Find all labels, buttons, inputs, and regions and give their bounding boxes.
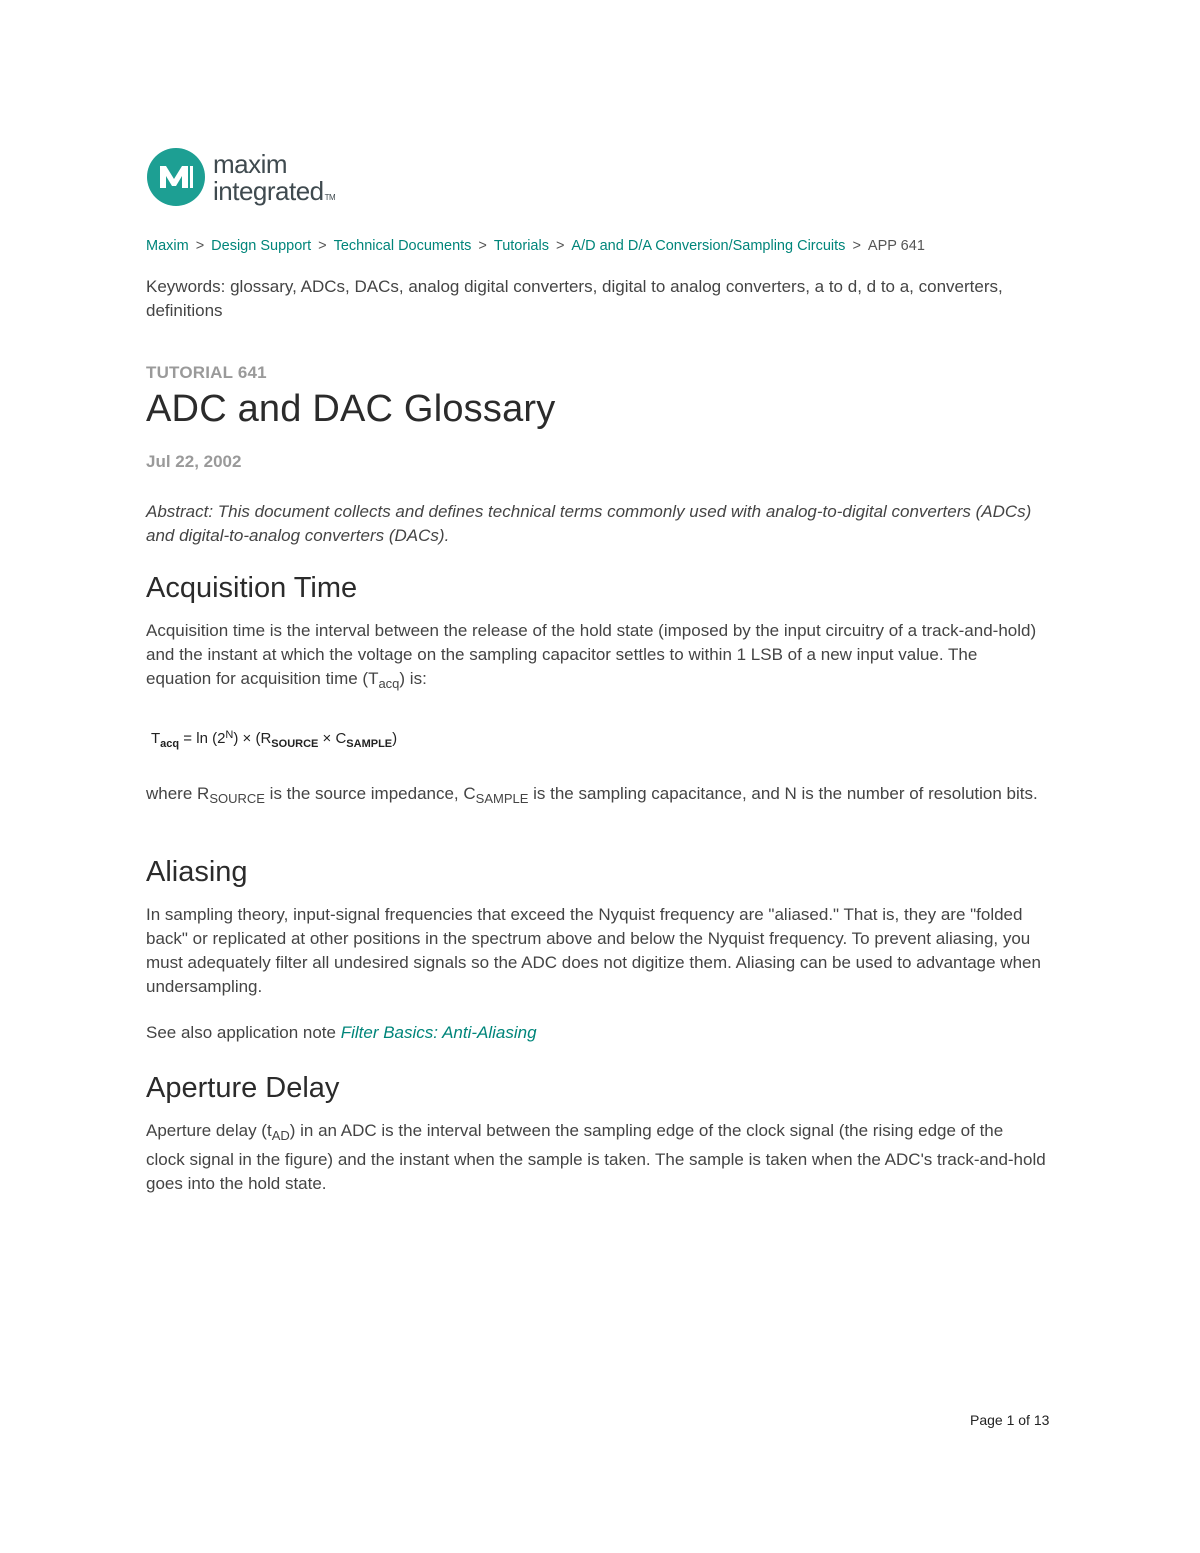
tutorial-label: TUTORIAL 641 [146, 363, 267, 382]
aliasing-paragraph: In sampling theory, input-signal frequencies that exceed the Nyquist frequency are "aliased." That is, they are "folded back" or replicated at other positions in the spectrum above and below the Nyquist frequency. To prevent aliasing, you must adequately filter all undesired signals so the ADC does not digitize them. Aliasing can be used to advantage when undersampling. [146, 905, 1041, 996]
see-also-line [146, 1023, 537, 1043]
acquisition-where-paragraph [146, 782, 1046, 811]
page-number: Page 1 of 13 [970, 1412, 1050, 1428]
aperture-text-b: ) in an ADC is the interval between the sampling edge of the clock signal (the rising edge of the clock signal in the figure) and the instant when the sample is taken. The sample is taken when the ADC's track-and-hold goes into the hold state. [146, 1121, 1046, 1193]
eq-t: T [151, 730, 161, 747]
eq-t-sub: acq [160, 738, 180, 750]
breadcrumb-current: APP 641 [867, 238, 925, 254]
acquisition-where-block [146, 782, 1046, 811]
where-a: where R [146, 784, 210, 803]
logo-wordmark-line2 [213, 175, 336, 206]
breadcrumb [146, 238, 925, 254]
maxim-logo[interactable] [147, 148, 335, 206]
section-aperture-delay [146, 1070, 1046, 1196]
acquisition-time-equation [151, 729, 397, 750]
breadcrumb-link-design-support[interactable]: Design Support [211, 238, 312, 254]
eq-end: ) [392, 730, 398, 747]
section-heading-acquisition-time: Acquisition Time [146, 572, 358, 604]
section-acquisition-time [146, 570, 1046, 696]
breadcrumb-link-tutorials[interactable]: Tutorials [493, 238, 549, 254]
eq-mid2: ) × (R [233, 730, 272, 747]
where-c: is the sampling capacitance, and N is the number of resolution bits. [528, 784, 1038, 803]
see-also-prefix: See also application note [146, 1023, 341, 1042]
aperture-delay-paragraph [146, 1119, 1046, 1196]
acquisition-text-end: ) is: [399, 669, 427, 688]
acquisition-text: Acquisition time is the interval between the release of the hold state (imposed by the input circuitry of a track-and-hold) and the instant at which the voltage on the sampling capacitor settles to within 1 LSB of a new input value. The equation for acquisition time (T [146, 621, 1037, 688]
aperture-text-a: Aperture delay (t [146, 1121, 272, 1140]
eq-sup: N [225, 729, 234, 741]
section-heading-aliasing: Aliasing [146, 856, 248, 888]
breadcrumb-separator: > [478, 238, 487, 254]
abstract-text: Abstract: This document collects and defines technical terms commonly used with analog-to-digital converters (ADCs) and digital-to-analog converters (DACs). [146, 502, 1032, 545]
logo-wordmark-line2-text: integrated [213, 175, 324, 206]
eq-mid1: = ln (2 [179, 730, 226, 747]
breadcrumb-link-technical-documents[interactable]: Technical Documents [333, 238, 472, 254]
filter-basics-link[interactable]: Filter Basics: Anti-Aliasing [340, 1023, 537, 1042]
acquisition-time-paragraph [146, 619, 1046, 696]
breadcrumb-link-maxim[interactable]: Maxim [146, 238, 189, 254]
page-title: ADC and DAC Glossary [146, 388, 556, 430]
logo-wordmark [213, 148, 336, 206]
keywords-text: Keywords: glossary, ADCs, DACs, analog digital converters, digital to analog converters, a to d, d to a, converters, definitions [146, 277, 1003, 320]
breadcrumb-separator: > [318, 238, 327, 254]
eq-c-sub: SAMPLE [346, 738, 393, 750]
eq-mid3: × C [318, 730, 347, 747]
section-heading-aperture-delay: Aperture Delay [146, 1072, 340, 1104]
where-b: is the source impedance, C [264, 784, 476, 803]
aperture-subscript: AD [271, 1128, 290, 1143]
breadcrumb-separator: > [555, 238, 565, 254]
publish-date: Jul 22, 2002 [146, 452, 242, 471]
where-sub2: SAMPLE [475, 791, 529, 806]
section-aliasing [146, 854, 1046, 999]
breadcrumb-separator: > [195, 238, 205, 254]
logo-trademark: TM [324, 192, 336, 202]
logo-wordmark-line1: maxim [213, 148, 288, 179]
eq-r-sub: SOURCE [271, 738, 319, 750]
where-sub1: SOURCE [209, 791, 265, 806]
breadcrumb-separator: > [852, 238, 861, 254]
breadcrumb-link-conversion-circuits[interactable]: A/D and D/A Conversion/Sampling Circuits [571, 238, 846, 254]
maxim-logo-mark-icon [147, 148, 205, 206]
acquisition-subscript: acq [378, 676, 400, 691]
